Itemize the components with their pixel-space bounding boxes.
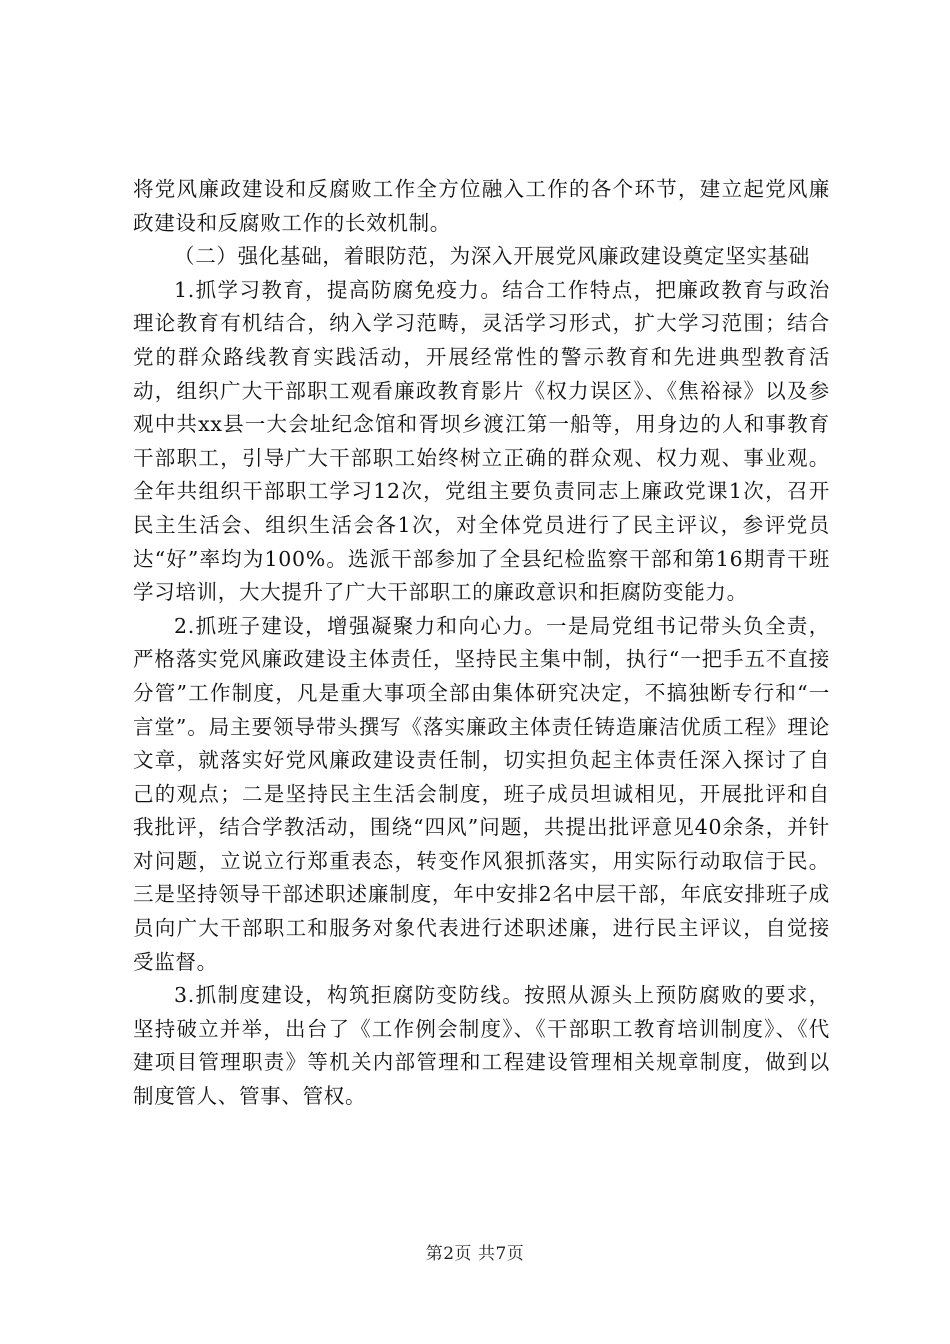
page-number-total: 共7页 — [477, 1244, 525, 1264]
document-body — [133, 173, 830, 1114]
paragraph-system-building: 3.抓制度建设，构筑拒腐防变防线。按照从源头上预防腐败的要求，坚持破立并举，出台了《工作例会制度》、《干部职工教育培训制度》、《代建项目管理职责》等机关内部管理和工程建设管理相关规章制度，做到以制度管人、管事、管权。 — [133, 983, 830, 1109]
paragraph-continuation: 将党风廉政建设和反腐败工作全方位融入工作的各个环节，建立起党风廉政建设和反腐败工作的长效机制。 — [133, 177, 830, 235]
page-number-current: 第2页 — [425, 1244, 473, 1264]
section-heading: （二）强化基础，着眼防范，为深入开展党风廉政建设奠定坚实基础 — [174, 244, 810, 269]
page-footer — [0, 1239, 950, 1264]
paragraph-team-building: 2.抓班子建设，增强凝聚力和向心力。一是局党组书记带头负全责，严格落实党风廉政建设主体责任，坚持民主集中制，执行“一把手五不直接分管”工作制度，凡是重大事项全部由集体研究决定，不搞独断专行和“一言堂”。局主要领导带头撰写《落实廉政主体责任铸造廉洁优质工程》理论文章，就落实好党风廉政建设责任制，切实担负起主体责任深入探讨了自己的观点；二是坚持民主生活会制度，班子成员坦诚相见，开展批评和自我批评，结合学教活动，围绕“四风”问题，共提出批评意见40余条，并针对问题，立说立行郑重表态，转变作风狠抓落实，用实际行动取信于民。三是坚持领导干部述职述廉制度，年中安排2名中层干部，年底安排班子成员向广大干部职工和服务对象代表进行述职述廉，进行民主评议，自觉接受监督。 — [133, 613, 830, 974]
paragraph-study-education: 1.抓学习教育，提高防腐免疫力。结合工作特点，把廉政教育与政治理论教育有机结合，纳入学习范畴，灵活学习形式，扩大学习范围；结合党的群众路线教育实践活动，开展经常性的警示教育和先进典型教育活动，组织广大干部职工观看廉政教育影片《权力误区》、《焦裕禄》以及参观中共xx县一大会址纪念馆和胥坝乡渡江第一船等，用身边的人和事教育干部职工，引导广大干部职工始终树立正确的群众观、权力观、事业观。全年共组织干部职工学习12次，党组主要负责同志上廉政党课1次，召开民主生活会、组织生活会各1次，对全体党员进行了民主评议，参评党员达“好”率均为100%。选派干部参加了全县纪检监察干部和第16期青干班学习培训，大大提升了广大干部职工的廉政意识和拒腐防变能力。 — [133, 277, 830, 605]
